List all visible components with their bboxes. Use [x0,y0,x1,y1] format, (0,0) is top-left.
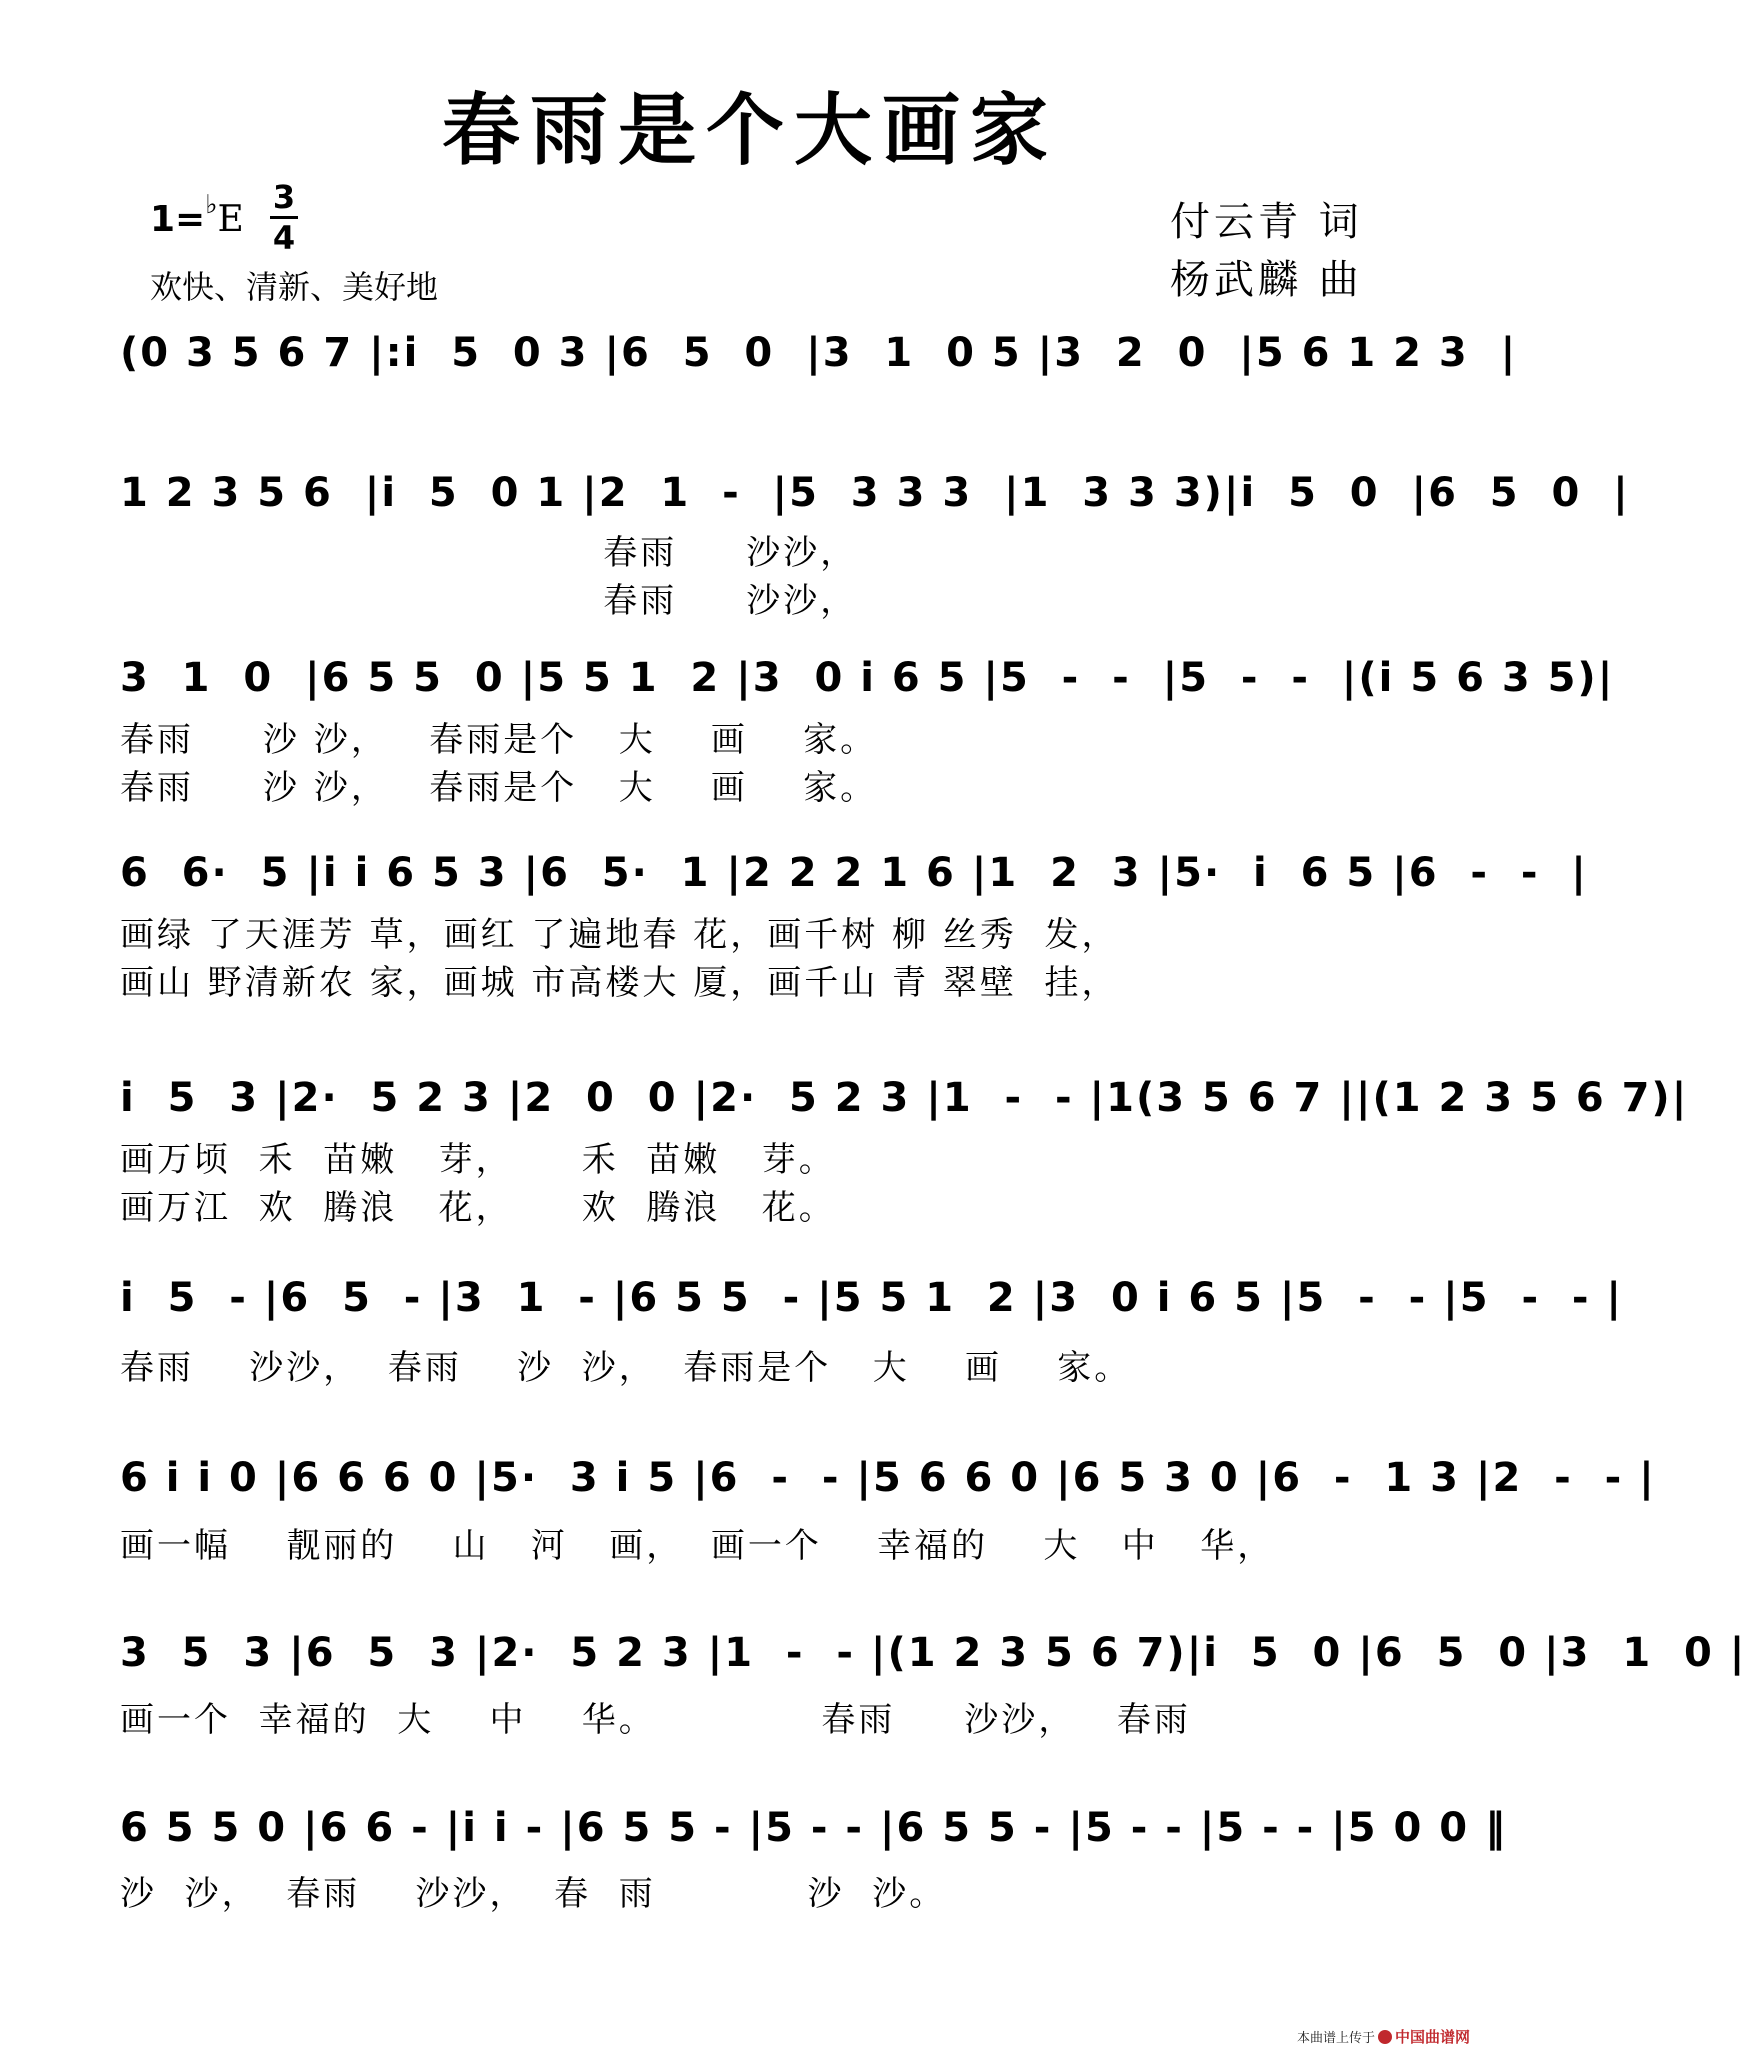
lyric-line-8: 画一个 幸福的 大 中 华。 春雨 沙沙， 春雨 [120,1700,1191,1740]
key-prefix: 1= [150,199,206,240]
lyric-line-7: 画一幅 靓丽的 山 河 画， 画一个 幸福的 大 中 华， [120,1526,1275,1566]
lyricist-credit: 付云青 词 [1170,199,1363,245]
notation-line-1: (0 3 5 6 7 |:i 5 0 3 |6 5 0 |3 1 0 5 |3 2 0 |5 6 1 2 3 | [120,330,1518,376]
notation-line-2: 1 2 3 5 6 |i 5 0 1 |2 1 - |5 3 3 3 |1 3 3 3)|i 5 0 |6 5 0 | [120,470,1630,516]
time-bottom: 4 [272,219,296,257]
key-signature [150,190,244,240]
lyric-line-6: 春雨 沙沙， 春雨 沙 沙， 春雨是个 大 画 家。 [120,1348,1132,1388]
lyric-line-2a: 春雨 沙沙， [120,533,858,573]
notation-line-6: i 5 - |6 5 - |3 1 - |6 5 5 - |5 5 1 2 |3 0 i 6 5 |5 - - |5 - - | [120,1275,1624,1321]
key-note: E [217,199,244,240]
lyric-line-3a: 春雨 沙 沙， 春雨是个 大 画 家。 [120,720,878,760]
footer-watermark [1297,2026,1470,2047]
notation-line-4: 6 6· 5 |i i 6 5 3 |6 5· 1 |2 2 2 1 6 |1 2 3 |5· i 6 5 |6 - - | [120,850,1588,896]
time-top: 3 [272,178,296,216]
footer-upload-text: 本曲谱上传于 [1296,2031,1375,2046]
song-title: 春雨是个大画家 [441,85,1058,176]
lyric-line-2b: 春雨 沙沙， [120,581,858,621]
composer-credit: 杨武麟 曲 [1170,257,1363,303]
notation-line-5: i 5 3 |2· 5 2 3 |2 0 0 |2· 5 2 3 |1 - - |1(3 5 6 7 ||(1 2 3 5 6 7)| [120,1075,1689,1121]
notation-line-3: 3 1 0 |6 5 5 0 |5 5 1 2 |3 0 i 6 5 |5 - - |5 - - |(i 5 6 3 5)| [120,655,1615,701]
lyric-line-9: 沙 沙， 春雨 沙沙， 春 雨 沙 沙。 [120,1874,947,1914]
lyric-line-5a: 画万顷 禾 苗嫩 芽， 禾 苗嫩 芽。 [120,1140,836,1180]
notation-line-8: 3 5 3 |6 5 3 |2· 5 2 3 |1 - - |(1 2 3 5 6 7)|i 5 0 |6 5 0 |3 1 0 | [120,1630,1746,1676]
lyric-line-4b: 画山 野清新农 家，画城 市高楼大 厦，画千山 青 翠壁 挂， [120,963,1119,1003]
lyric-line-4a: 画绿 了天涯芳 草，画红 了遍地春 花，画千树 柳 丝秀 发， [120,915,1119,955]
lyric-line-5b: 画万江 欢 腾浪 花， 欢 腾浪 花。 [120,1188,836,1228]
footer-brand: 中国曲谱网 [1394,2028,1470,2046]
flat-sign: ♭ [205,190,218,220]
time-signature [270,180,298,255]
notation-line-9: 6 5 5 0 |6 6 - |i i - |6 5 5 - |5 - - |6 5 5 - |5 - - |5 - - |5 0 0 ‖ [120,1805,1508,1851]
notation-line-7: 6 i i 0 |6 6 6 0 |5· 3 i 5 |6 - - |5 6 6 0 |6 5 3 0 |6 - 1 3 |2 - - | [120,1455,1656,1501]
lyric-line-3b: 春雨 沙 沙， 春雨是个 大 画 家。 [120,768,878,808]
site-logo-icon [1378,2030,1392,2044]
tempo-marking: 欢快、清新、美好地 [150,268,439,306]
